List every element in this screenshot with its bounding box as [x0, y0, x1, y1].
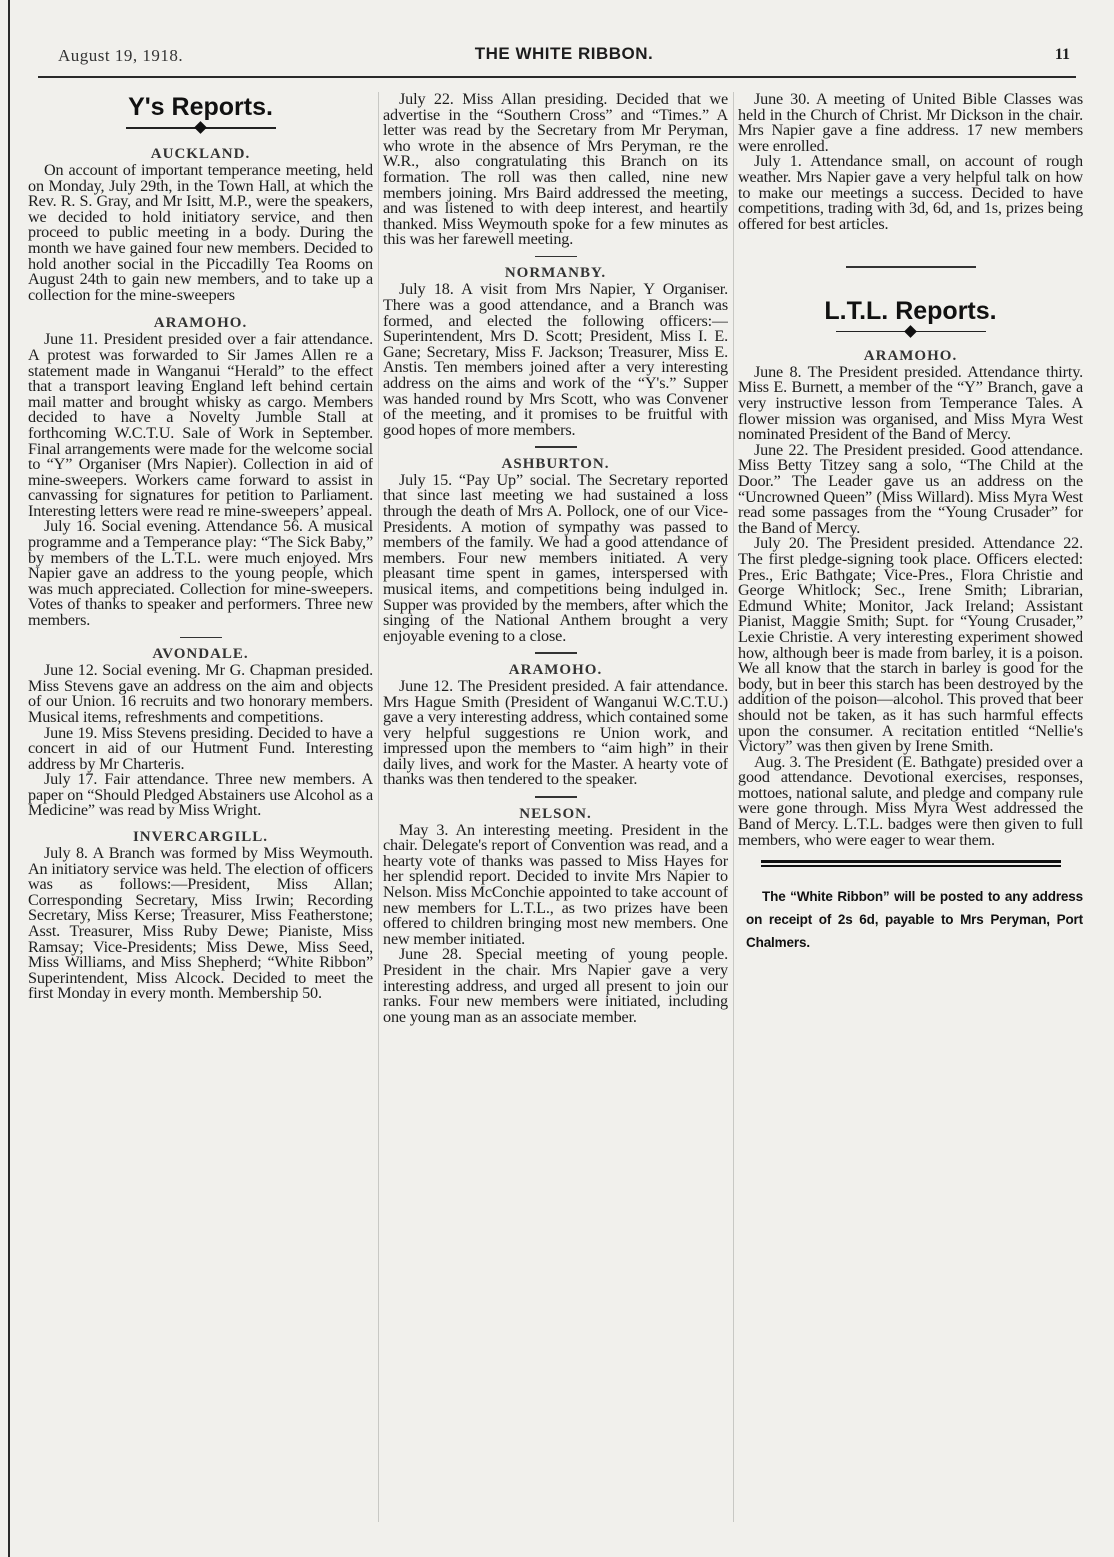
- subscription-notice: The “White Ribbon” will be posted to any address on receipt of 2s 6d, payable to Mrs Peryman, Port Chalmers.: [746, 888, 1083, 950]
- report-paragraph: July 17. Fair attendance. Three new members. A paper on “Should Pledged Abstainers use Alcohol as a Medicine” was read by Miss Wright.: [28, 770, 373, 820]
- section-rule: [535, 796, 577, 798]
- section-rule: [535, 256, 577, 258]
- report-paragraph: June 22. The President presided. Good attendance. Miss Betty Titzey sang a solo, “The Child at the Door.” The Leader gave us an address on the “Uncrowned Queen” (Miss Willard). Miss Myra West read some passages from the “Young Crusader” for the Band of Mercy.: [738, 440, 1083, 537]
- ys-reports-title: Y's Reports.: [128, 93, 273, 121]
- column-divider: [733, 92, 734, 1522]
- report-paragraph: June 12. The President presided. A fair attendance. Mrs Hague Smith (President of Wanganui W.C.T.U.) gave a very interesting address, which contained some very helpful suggestions re Union work, and impressed upon the members to “aim high” in their daily lives, and work for the Master. A hearty vote of thanks was then tendered to the speaker.: [383, 676, 728, 789]
- column-2: [383, 92, 728, 1542]
- report-normanby: [383, 265, 728, 438]
- report-heading: NELSON.: [519, 805, 592, 822]
- report-heading: NORMANBY.: [504, 265, 607, 282]
- report-paragraph: July 8. A Branch was formed by Miss Weymouth. An initiatory service was held. The election of officers was as follows:—President, Miss Allan; Corresponding Secretary, Miss Irwin; Recording Secretary, Miss Kerse; Treasurer, Miss Featherstone; Asst. Treasurer, Miss Ruby Dewe; Pianiste, Miss Ramsay; Vice-Presidents; Miss Dewe, Miss Seed, Miss Williams, and Miss Shepherd; “White Ribbon” Superintendent, Miss Alcock. Decided to meet the first Monday in every month. Membership 50.: [28, 844, 373, 1003]
- report-paragraph: June 28. Special meeting of young people. President in the chair. Mrs Napier gave a very interesting address, and urged all present to join our ranks. Four new members were initiated, including one young man as an associate member.: [383, 945, 728, 1026]
- report-paragraph: July 20. The President presided. Attendance 22. The first pledge-signing took place. Officers elected: Pres., Eric Bathgate; Vice-Pres., Flora Christie and George Whitlock; Sec., Irene Smith; Librarian, Edmund White; Monitor, Jack Ireland; Assistant Pianist, Maggie Smith; Supt. for “Young Crusader,” Lexie Christie. A very interesting experiment showed how, although beer is made from barley, it is a poison. We all know that the starch in barley is good for the body, but in beer this starch has been destroyed by the addition of the poison—alcohol. This proved that beer should not be taken, as it has such harmful effects upon the consumer. A recitation entitled “Nellie's Victory” was then given by Irene Smith.: [738, 534, 1083, 756]
- report-heading: ARAMOHO.: [508, 661, 603, 678]
- report-heading: ASHBURTON.: [501, 455, 610, 472]
- report-ashburton: [383, 456, 728, 645]
- report-paragraph: July 1. Attendance small, on account of rough weather. Mrs Napier gave a very helpful talk on how to make our meetings a success. Decided to have competitions, trading with 3d, 6d, and 1s, prizes being offered for best articles.: [738, 152, 1083, 233]
- report-paragraph: July 18. A visit from Mrs Napier, Y Organiser. There was a good attendance, and a Branch was formed, and elected the following officers:—Superintendent, Mrs D. Scott; President, Miss I. E. Gane; Secretary, Miss F. Jackson; Treasurer, Miss E. Anstis. Ten members joined after a very interesting address on the aims and work of the “Y's.” Supper was handed round by Mrs Scott, who was Convener of the meeting, and it promises to be fruitful with good hopes of more members.: [383, 280, 728, 439]
- report-heading: AVONDALE.: [152, 646, 249, 663]
- report-paragraph: July 15. “Pay Up” social. The Secretary reported that since last meeting we had sustained a loss through the death of Mrs A. Pollock, one of our Vice-Presidents. A motion of sympathy was passed to members of the family. We had a good attendance of members. Four new members initiated. A very pleasant time spent in games, interspersed with musical items, and competitions being indulged in. Supper was provided by the members, after which the singing of the National Anthem brought a very enjoyable evening to a close.: [383, 470, 728, 645]
- report-paragraph: May 3. An interesting meeting. President in the chair. Delegate's report of Convention was read, and a hearty vote of thanks was passed to Miss Hayes for her splendid report. Decided to invite Mrs Napier to Nelson. Miss McConchie appointed to take account of new members for L.T.L., as two prizes have been offered to children bringing most new members. One new member initiated.: [383, 820, 728, 948]
- column-3: [738, 92, 1083, 1542]
- report-paragraph: June 8. The President presided. Attendance thirty. Miss E. Burnett, a member of the “Y” Branch, gave a very instructive lesson from Temperance Tales. A flower mission was organised, and Miss Myra West nominated President of the Band of Mercy.: [738, 362, 1083, 444]
- report-ltl-aramoho: [738, 348, 1083, 848]
- report-heading: ARAMOHO.: [863, 347, 958, 364]
- report-paragraph: June 12. Social evening. Mr G. Chapman presided. Miss Stevens gave an address on the aim and objects of our Union. 16 recruits and two honorary members. Musical items, refreshments and competitions.: [28, 661, 373, 726]
- double-rule: [761, 860, 1061, 867]
- publication-title: THE WHITE RIBBON.: [474, 44, 654, 63]
- section-rule: [535, 652, 577, 654]
- ornament-rule: [126, 122, 276, 134]
- report-auckland: [28, 146, 373, 303]
- header-rule: [38, 76, 1076, 78]
- report-avondale: [28, 646, 373, 819]
- page-edge-rule: [8, 0, 10, 1557]
- ltl-reports-title: L.T.L. Reports.: [824, 296, 997, 325]
- issue-date: August 19, 1918.: [58, 46, 184, 65]
- report-paragraph: On account of important temperance meeting, held on Monday, July 29th, in the Town Hall, at which the Rev. R. S. Gray, and Mr Isitt, M.P., were the speakers, we decided to hold initiatory service, and then proceed to public meeting in a body. During the month we have gained four new members. Decided to hold another social in the Piccadilly Tea Rooms on August 24th to gain new members, and to take up a collection for the mine-sweepers: [28, 161, 373, 304]
- report-paragraph: July 22. Miss Allan presiding. Decided that we advertise in the “Southern Cross” and “Times.” A letter was read by the Secretary from Mr Peryman, who wrote in the absence of Mrs Peryman, re the W.R., also congratulating this Branch on its formation. The roll was then called, nine new members joining. Mrs Baird addressed the meeting, and was listened to with deep interest, and heartily thanked. Miss Weymouth spoke for a few minutes as this was her farewell meeting.: [383, 92, 728, 249]
- ornament-rule: [836, 326, 986, 338]
- report-paragraph: July 16. Social evening. Attendance 56. A musical programme and a Temperance play: “The Sick Baby,” by members of the L.T.L. were much enjoyed. Mrs Napier gave an address to the young people, which was much appreciated. Collection for mine-sweepers. Votes of thanks to speaker and performers. Three new members.: [28, 517, 373, 630]
- page-header: [58, 44, 1070, 70]
- report-heading: ARAMOHO.: [153, 315, 248, 332]
- report-heading: AUCKLAND.: [150, 146, 251, 162]
- report-paragraph: June 19. Miss Stevens presiding. Decided to have a concert in aid of our Hutment Fund. Interesting address by Mr Charteris.: [28, 723, 373, 773]
- report-nelson: [383, 806, 728, 1026]
- report-aramoho-second: [383, 662, 728, 788]
- page-number: 11: [1054, 46, 1070, 63]
- report-heading: INVERCARGILL.: [132, 829, 269, 846]
- report-paragraph: June 11. President presided over a fair attendance. A protest was forwarded to Sir James Allen re a statement made in Wanganui “Herald” to the effect that a transport leaving England left behind certain mail matter and brought whisky as cargo. Members decided to have a Novelty Jumble Stall at forthcoming W.C.T.U. Sale of Work in September. Final arrangements were made for the welcome social to “Y” Organiser (Mrs Napier). Collection in aid of mine-sweepers. Workers came forward to assist in canvassing for signatures for petition to Parliament. Interesting letters were read re mine-sweepers’ appeal.: [28, 330, 373, 520]
- report-aramoho: [28, 315, 373, 628]
- section-rule: [846, 266, 976, 268]
- column-divider: [378, 92, 379, 1522]
- report-invercargill: [28, 829, 373, 1002]
- report-paragraph: Aug. 3. The President (E. Bathgate) presided over a good attendance. Devotional exercises, responses, mottoes, national salute, and pledge and company rule were gone through. Miss Myra West addressed the Band of Mercy. L.T.L. badges were then given to full members, who were eager to wear them.: [738, 752, 1083, 849]
- column-1: [28, 92, 373, 1542]
- section-rule: [535, 446, 577, 448]
- section-rule: [180, 637, 222, 639]
- report-paragraph: June 30. A meeting of United Bible Classes was held in the Church of Christ. Mr Dickson in the chair. Mrs Napier gave a fine address. 17 new members were enrolled.: [738, 92, 1083, 155]
